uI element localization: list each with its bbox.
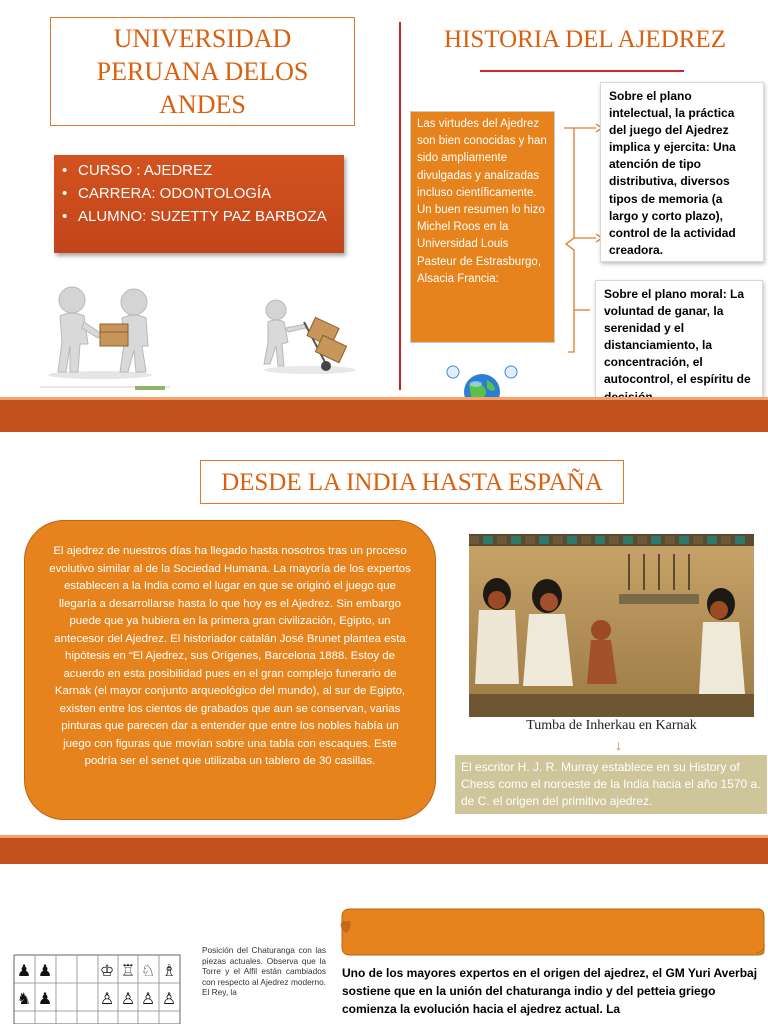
svg-text:♙: ♙ [140, 989, 156, 1008]
india-title-box [200, 460, 624, 504]
chaturanga-caption: Posición del Chaturanga con las piezas actuales. Observa que la Torre y el Alfil están cambiados con respecto al Ajedrez moderno. El Rey, la [202, 945, 326, 998]
india-title: DESDE LA INDIA HASTA ESPAÑA [221, 469, 603, 496]
averbaj-text: Uno de los mayores expertos en el origen del ajedrez, el GM Yuri Averbaj sostiene que en la unión del chaturanga indio y del petteia griego comienza la evolución hacia el ajedrez actual. La [342, 966, 758, 1016]
murray-text: El escritor H. J. R. Murray establece en su History of Chess como el noroeste de la India hacia el año 1570 a. de C. el origen del primitivo ajedrez. [461, 760, 761, 808]
virtudes-box [410, 111, 555, 343]
murray-box [455, 755, 767, 814]
plano-intelectual-box [600, 82, 764, 262]
tomb-painting-image [469, 534, 754, 717]
chaturanga-board-image [8, 943, 184, 1024]
plano-moral-box [595, 280, 763, 404]
historia-title: HISTORIA DEL AJEDREZ [444, 26, 726, 53]
plano-intelectual-text: Sobre el plano intelectual, la práctica del juego del Ajedrez implica y ejercita: Una atención de tipo distributiva, diversos tipos de memoria (a largo y corto plazo), control de la actividad creadora. [609, 89, 736, 257]
svg-text:♟: ♟ [16, 961, 32, 980]
historia-underline [480, 70, 684, 72]
india-text-bubble [24, 520, 436, 820]
plano-moral-text: La voluntad de ganar, la serenidad y el distanciamiento, la concentración, el autocontrol, el espíritu de [604, 287, 751, 387]
svg-text:♞: ♞ [16, 989, 32, 1008]
course-info-list [62, 159, 336, 228]
svg-text:♟: ♟ [37, 961, 53, 980]
orange-band-2 [0, 838, 768, 864]
tomb-caption: Tumba de Inherkau en Karnak [526, 718, 697, 733]
people-exchanging-box-illustration [40, 282, 170, 394]
course-info-box [54, 155, 344, 253]
orange-band-1 [0, 400, 768, 432]
person-hand-truck-illustration [254, 284, 362, 376]
virtudes-text: Las virtudes del Ajedrez son bien conocidas y han sido ampliamente divulgadas y analizadas incluso científicamente. Un buen resumen lo hizo Michel Roos en la Universidad Louis Pasteur de Estrasburgo, Alsacia Francia: [417, 118, 547, 285]
section-divider-line [399, 22, 401, 390]
university-title-box [50, 17, 355, 126]
svg-text:♙: ♙ [161, 989, 177, 1008]
svg-text:♔: ♔ [99, 961, 115, 980]
student-item: • ALUMNO: SUZETTY PAZ BARBOZA [62, 205, 336, 228]
india-body-text: El ajedrez de nuestros días ha llegado hasta nosotros tras un proceso evolutivo similar al de la Sociedad Humana. La mayoría de los expertos establecen a la India como el lugar en que se originó el juego que llegaría a desarrollarse hasta lo que hoy es el Ajedrez. Sin embargo puede que ya hubiera en la primera gran civilización, Egipto, un antecesor del Ajedrez. El historiador catalán José Brunet plantea esta hipótesis en “El Ajedrez, sus Orígenes, Barcelona 1888. Estoy de acuerdo en esta posibilidad pues en el gran complejo funerario de Karnak (el mayor conjunto arqueológico del mundo), al sur de Egipto, existen entre los cientos de grabados que aun se conservan, varias pinturas que parecen dar a entender que entre los nobles había un juego con figuras que movían sobre una tabla con escaques. Este podría ser el senet que utilizaba un tablero de 30 casillas. [49, 545, 411, 767]
svg-text:♙: ♙ [120, 989, 136, 1008]
svg-text:♙: ♙ [99, 989, 115, 1008]
down-arrow-icon: ↓ [615, 737, 622, 753]
svg-text:♘: ♘ [140, 961, 156, 980]
svg-text:♟: ♟ [37, 989, 53, 1008]
course-item: • CURSO : AJEDREZ [62, 159, 336, 182]
scroll-banner-shape [338, 907, 766, 957]
svg-text:♗: ♗ [161, 961, 177, 980]
plano-moral-heading: Sobre el plano moral: [604, 287, 727, 301]
career-item: • CARRERA: ODONTOLOGÍA [62, 182, 336, 205]
svg-text:♖: ♖ [120, 961, 136, 980]
university-title: UNIVERSIDAD PERUANA DELOS ANDES [96, 24, 309, 119]
